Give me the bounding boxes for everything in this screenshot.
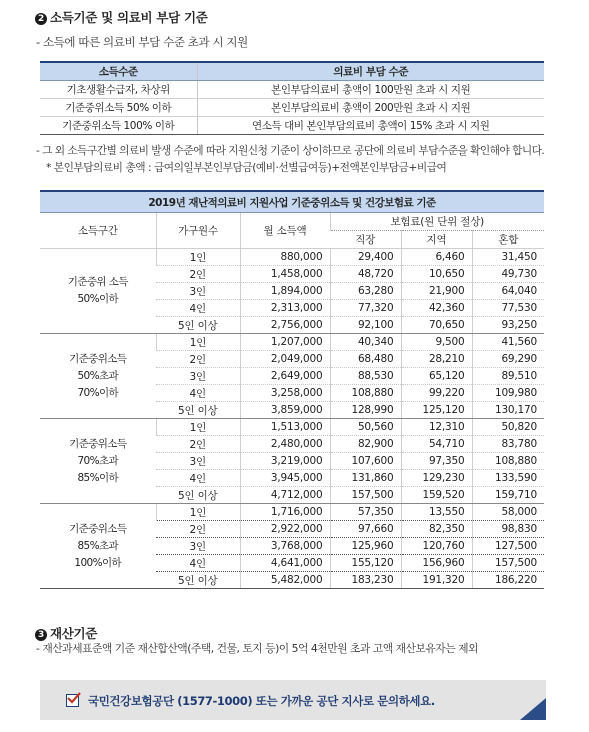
table1-header-income-level: 소득수준 — [40, 62, 197, 81]
regional-premium-cell: 120,760 — [401, 538, 472, 555]
mixed-premium-cell: 93,250 — [472, 317, 544, 334]
header-employee: 직장 — [330, 231, 401, 249]
monthly-income-cell: 2,649,000 — [240, 368, 330, 385]
regional-premium-cell: 13,550 — [401, 504, 472, 521]
header-monthly-income: 월 소득액 — [240, 213, 330, 249]
employee-premium-cell: 107,600 — [330, 453, 401, 470]
monthly-income-cell: 3,219,000 — [240, 453, 330, 470]
employee-premium-cell: 97,660 — [330, 521, 401, 538]
income-band-line: 기준중위소득 — [69, 352, 127, 365]
income-group — [40, 419, 544, 504]
monthly-income-cell: 2,756,000 — [240, 317, 330, 334]
income-band-line: 기준중위소득 — [69, 522, 127, 535]
income-band-line: 50%이하 — [77, 293, 119, 305]
employee-premium-cell: 77,320 — [330, 300, 401, 317]
table-row — [40, 117, 544, 135]
circled-number-3-icon: 3 — [35, 629, 47, 641]
household-size-cell: 1인 — [156, 504, 240, 521]
monthly-income-cell: 1,458,000 — [240, 266, 330, 283]
regional-premium-cell: 129,230 — [401, 470, 472, 487]
employee-premium-cell: 128,990 — [330, 402, 401, 419]
household-size-cell: 5인 이상 — [156, 572, 240, 589]
income-level-cell: 기초생활수급자, 차상위 — [40, 81, 197, 99]
monthly-income-cell: 2,313,000 — [240, 300, 330, 317]
header-regional: 지역 — [401, 231, 472, 249]
monthly-income-cell: 1,894,000 — [240, 283, 330, 300]
household-size-cell: 1인 — [156, 249, 240, 266]
regional-premium-cell: 6,460 — [401, 249, 472, 266]
section3-heading — [35, 624, 97, 642]
employee-premium-cell: 125,960 — [330, 538, 401, 555]
monthly-income-cell: 1,513,000 — [240, 419, 330, 436]
household-size-cell: 5인 이상 — [156, 317, 240, 334]
regional-premium-cell: 54,710 — [401, 436, 472, 453]
mixed-premium-cell: 157,500 — [472, 555, 544, 572]
regional-premium-cell: 9,500 — [401, 334, 472, 351]
employee-premium-cell: 183,230 — [330, 572, 401, 589]
regional-premium-cell: 12,310 — [401, 419, 472, 436]
regional-premium-cell: 191,320 — [401, 572, 472, 589]
income-level-cell: 기준중위소득 100% 이하 — [40, 117, 197, 135]
checkbox-icon — [66, 694, 79, 707]
table-row — [40, 419, 544, 436]
income-band-line: 85%초과 — [77, 539, 119, 552]
household-size-cell: 2인 — [156, 436, 240, 453]
mixed-premium-cell: 89,510 — [472, 368, 544, 385]
income-band-line: 50%초과 — [77, 369, 119, 382]
employee-premium-cell: 88,530 — [330, 368, 401, 385]
regional-premium-cell: 28,210 — [401, 351, 472, 368]
header-household-size: 가구원수 — [156, 213, 240, 249]
household-size-cell: 1인 — [156, 419, 240, 436]
table-row — [40, 334, 544, 351]
section3-title: 재산기준 — [50, 626, 98, 641]
household-size-cell: 3인 — [156, 283, 240, 300]
household-size-cell: 3인 — [156, 368, 240, 385]
monthly-income-cell: 1,716,000 — [240, 504, 330, 521]
household-size-cell: 4인 — [156, 555, 240, 572]
income-level-cell: 기준중위소득 50% 이하 — [40, 99, 197, 117]
monthly-income-cell: 4,712,000 — [240, 487, 330, 504]
mixed-premium-cell: 159,710 — [472, 487, 544, 504]
household-size-cell: 4인 — [156, 470, 240, 487]
monthly-income-cell: 5,482,000 — [240, 572, 330, 589]
mixed-premium-cell: 127,500 — [472, 538, 544, 555]
monthly-income-cell: 3,945,000 — [240, 470, 330, 487]
monthly-income-cell: 2,922,000 — [240, 521, 330, 538]
monthly-income-cell: 1,207,000 — [240, 334, 330, 351]
household-size-cell: 3인 — [156, 453, 240, 470]
mixed-premium-cell: 108,880 — [472, 453, 544, 470]
income-burden-table — [40, 61, 544, 135]
regional-premium-cell: 42,360 — [401, 300, 472, 317]
household-size-cell: 4인 — [156, 300, 240, 317]
note-total-definition: * 본인부담의료비 총액 : 급여의일부본인부담금(예비·선별급여등)+전액본인부담금+비급여 — [46, 161, 447, 174]
mixed-premium-cell: 186,220 — [472, 572, 544, 589]
household-size-cell: 5인 이상 — [156, 402, 240, 419]
employee-premium-cell: 29,400 — [330, 249, 401, 266]
table-row — [40, 81, 544, 99]
income-group — [40, 334, 544, 419]
regional-premium-cell: 10,650 — [401, 266, 472, 283]
monthly-income-cell: 4,641,000 — [240, 555, 330, 572]
section2-subtitle: - 소득에 따른 의료비 부담 수준 초과 시 지원 — [36, 35, 248, 49]
employee-premium-cell: 82,900 — [330, 436, 401, 453]
mixed-premium-cell: 41,560 — [472, 334, 544, 351]
section2-title: 소득기준 및 의료비 부담 기준 — [50, 10, 208, 25]
monthly-income-cell: 2,049,000 — [240, 351, 330, 368]
median-income-insurance-table — [40, 190, 544, 589]
section3-subtitle: - 재산과세표준액 기준 재산합산액(주택, 건물, 토지 등)이 5억 4천만원 초과 고액 재산보유자는 제외 — [36, 642, 478, 655]
mixed-premium-cell: 64,040 — [472, 283, 544, 300]
mixed-premium-cell: 83,780 — [472, 436, 544, 453]
income-band-label — [40, 504, 156, 589]
employee-premium-cell: 68,480 — [330, 351, 401, 368]
household-size-cell: 3인 — [156, 538, 240, 555]
mixed-premium-cell: 49,730 — [472, 266, 544, 283]
income-band-line: 85%이하 — [77, 471, 119, 484]
employee-premium-cell: 131,860 — [330, 470, 401, 487]
employee-premium-cell: 48,720 — [330, 266, 401, 283]
table2-caption: 2019년 재난적의료비 지원사업 기준중위소득 및 건강보험료 기준 — [40, 191, 544, 213]
income-band-label — [40, 419, 156, 504]
table1-header-burden-level: 의료비 부담 수준 — [197, 62, 544, 81]
employee-premium-cell: 40,340 — [330, 334, 401, 351]
regional-premium-cell: 99,220 — [401, 385, 472, 402]
header-mixed: 혼합 — [472, 231, 544, 249]
mixed-premium-cell: 98,830 — [472, 521, 544, 538]
regional-premium-cell: 70,650 — [401, 317, 472, 334]
mixed-premium-cell: 133,590 — [472, 470, 544, 487]
income-band-line: 70%이하 — [77, 386, 119, 399]
regional-premium-cell: 156,960 — [401, 555, 472, 572]
income-band-line: 기준중위소득 — [69, 437, 127, 450]
income-band-line: 70%초과 — [77, 454, 119, 467]
regional-premium-cell: 125,120 — [401, 402, 472, 419]
household-size-cell: 1인 — [156, 334, 240, 351]
table-row — [40, 249, 544, 266]
employee-premium-cell: 108,880 — [330, 385, 401, 402]
regional-premium-cell: 65,120 — [401, 368, 472, 385]
income-band-line: 기준중위 소득 — [67, 276, 128, 288]
monthly-income-cell: 3,258,000 — [240, 385, 330, 402]
mixed-premium-cell: 31,450 — [472, 249, 544, 266]
regional-premium-cell: 82,350 — [401, 521, 472, 538]
income-group — [40, 504, 544, 589]
burden-level-cell: 본인부담의료비 총액이 200만원 초과 시 지원 — [197, 99, 544, 117]
household-size-cell: 2인 — [156, 351, 240, 368]
employee-premium-cell: 63,280 — [330, 283, 401, 300]
mixed-premium-cell: 130,170 — [472, 402, 544, 419]
mixed-premium-cell: 69,290 — [472, 351, 544, 368]
mixed-premium-cell: 50,820 — [472, 419, 544, 436]
contact-banner — [40, 680, 546, 720]
income-band-label — [40, 249, 156, 334]
table-row — [40, 504, 544, 521]
note-criteria-differ: - 그 외 소득구간별 의료비 발생 수준에 따라 지원신청 기준이 상이하므로 공단에 의료비 부담수준을 확인해야 합니다. — [36, 144, 545, 157]
household-size-cell: 5인 이상 — [156, 487, 240, 504]
monthly-income-cell: 2,480,000 — [240, 436, 330, 453]
household-size-cell: 4인 — [156, 385, 240, 402]
burden-level-cell: 연소득 대비 본인부담의료비 총액이 15% 초과 시 지원 — [197, 117, 544, 135]
monthly-income-cell: 880,000 — [240, 249, 330, 266]
income-group — [40, 249, 544, 334]
header-insurance-premium: 보험료(원 단위 절상) — [330, 213, 544, 231]
regional-premium-cell: 159,520 — [401, 487, 472, 504]
employee-premium-cell: 155,120 — [330, 555, 401, 572]
header-income-band: 소득구간 — [40, 213, 156, 249]
household-size-cell: 2인 — [156, 266, 240, 283]
section2-heading — [35, 8, 208, 26]
contact-text: 국민건강보험공단 (1577-1000) 또는 가까운 공단 지사로 문의하세요. — [88, 694, 435, 708]
monthly-income-cell: 3,859,000 — [240, 402, 330, 419]
household-size-cell: 2인 — [156, 521, 240, 538]
employee-premium-cell: 157,500 — [330, 487, 401, 504]
regional-premium-cell: 21,900 — [401, 283, 472, 300]
mixed-premium-cell: 58,000 — [472, 504, 544, 521]
mixed-premium-cell: 77,530 — [472, 300, 544, 317]
employee-premium-cell: 92,100 — [330, 317, 401, 334]
mixed-premium-cell: 109,980 — [472, 385, 544, 402]
employee-premium-cell: 57,350 — [330, 504, 401, 521]
corner-triangle-decoration — [520, 698, 546, 720]
circled-number-2-icon: 2 — [35, 13, 47, 25]
employee-premium-cell: 50,560 — [330, 419, 401, 436]
burden-level-cell: 본인부담의료비 총액이 100만원 초과 시 지원 — [197, 81, 544, 99]
regional-premium-cell: 97,350 — [401, 453, 472, 470]
table-row — [40, 99, 544, 117]
income-band-label — [40, 334, 156, 419]
income-band-line: 100%이하 — [74, 556, 122, 569]
monthly-income-cell: 3,768,000 — [240, 538, 330, 555]
